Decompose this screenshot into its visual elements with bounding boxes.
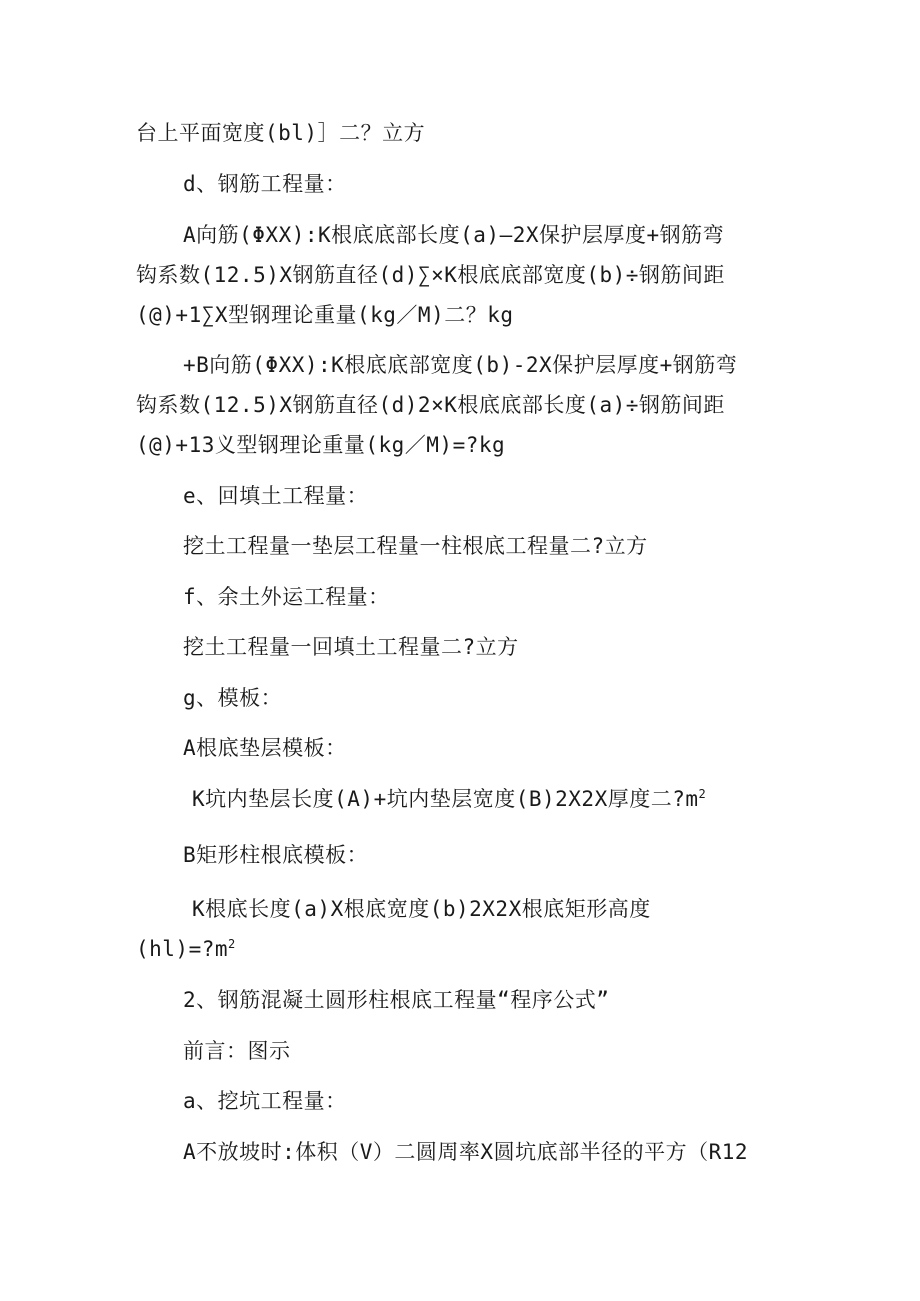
section-heading-2: 2、钢筋混凝土圆形柱根底工程量“程序公式”: [183, 988, 610, 1012]
text-line: 前言：图示: [183, 1039, 291, 1063]
formula-text: K坑内垫层长度(A)+坑内垫层宽度(B)2X2X厚度二?m: [192, 787, 699, 811]
text-line: 挖土工程量一回填土工程量二?立方: [183, 635, 519, 659]
subsection-heading: A根底垫层模板：: [183, 736, 347, 760]
section-heading-d: d、钢筋工程量：: [183, 172, 347, 196]
superscript: 2: [228, 937, 236, 951]
text-line: A不放坡时:体积（V）二圆周率X圆坑底部半径的平方（R12: [183, 1140, 748, 1164]
subsection-heading: B矩形柱根底模板：: [183, 843, 369, 867]
text-line: 挖土工程量一垫层工程量一柱根底工程量二?立方: [183, 534, 648, 558]
text-line: 台上平面宽度(bl)］二？立方: [136, 121, 426, 145]
formula-line: [136, 936, 236, 962]
section-heading-e: e、回填土工程量：: [183, 484, 369, 508]
section-heading-g: g、模板：: [183, 686, 283, 710]
text-line: 钩系数(12.5)X钢筋直径(d)∑×K根底底部宽度(b)÷钢筋间距: [136, 263, 725, 287]
superscript: 2: [698, 787, 707, 801]
formula-line: K根底长度(a)X根底宽度(b)2X2X根底矩形高度: [192, 897, 651, 921]
text-line: +B向筋(ΦXX):K根底底部宽度(b)-2X保护层厚度+钢筋弯: [183, 353, 738, 377]
text-line: (@)+1∑X型钢理论重量(kg／M)二？kg: [136, 303, 514, 327]
text-line: 钩系数(12.5)X钢筋直径(d)2×K根底底部长度(a)÷钢筋间距: [136, 393, 725, 417]
section-heading-a: a、挖坑工程量：: [183, 1089, 347, 1113]
text-line: A向筋(ΦXX):K根底底部长度(a)—2X保护层厚度+钢筋弯: [183, 223, 725, 247]
formula-text: (hl)=?m: [136, 937, 229, 961]
section-heading-f: f、余土外运工程量：: [183, 585, 390, 609]
formula-line: [192, 786, 706, 812]
text-line: (@)+13义型钢理论重量(kg／M)=?kg: [136, 433, 506, 457]
